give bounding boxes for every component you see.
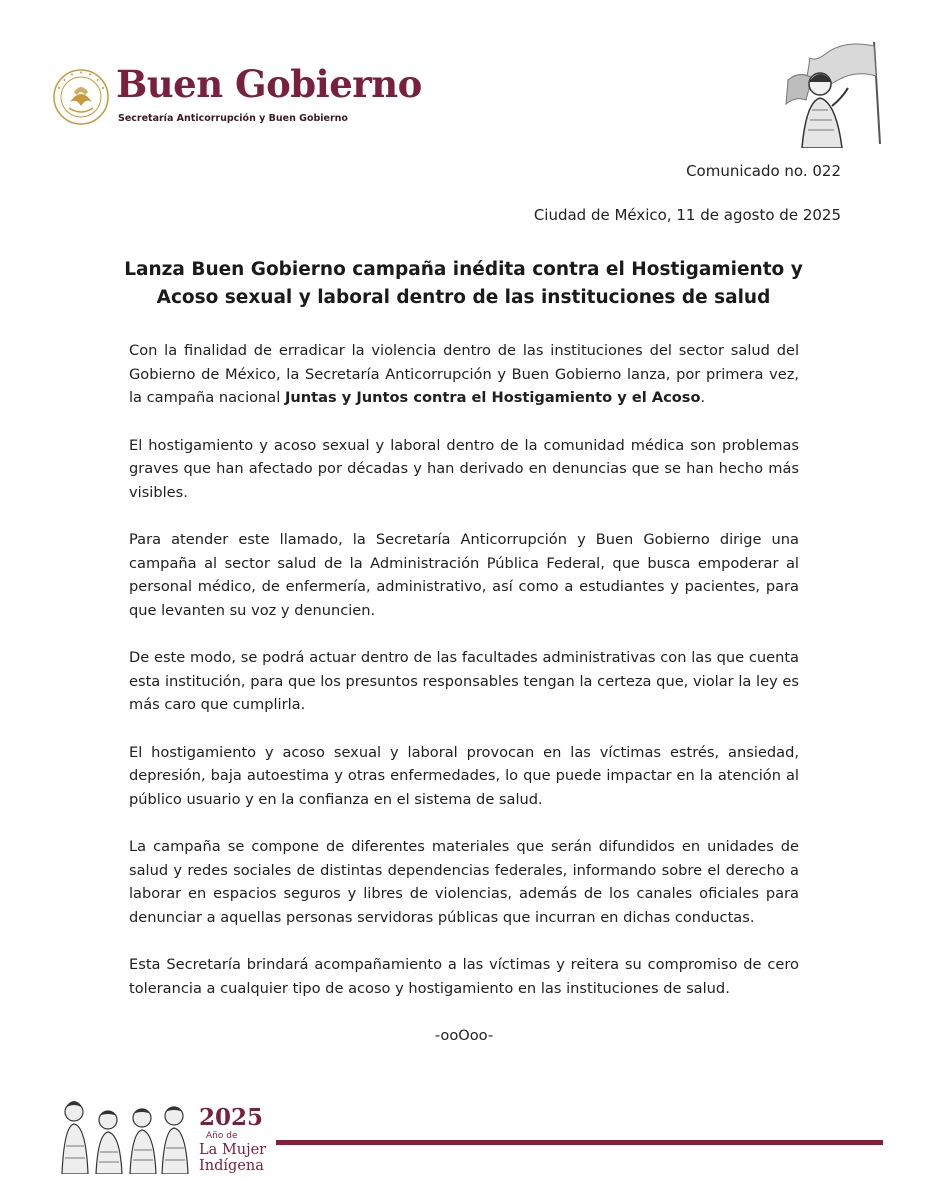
press-body [129, 339, 799, 1048]
paragraph-4: De este modo, se podrá actuar dentro de las facultades administrativas con las que cuenta esta institución, para que los presuntos responsables tengan la certeza que, violar la ley es más caro que cumplirla. [129, 649, 799, 713]
footer-divider [276, 1140, 883, 1145]
paragraph-6: La campaña se compone de diferentes materiales que serán difundidos en unidades de salud y redes sociales de distintas dependencias federales, informando sobre el derecho a laborar en espacios seguros y libres de violencias, además de los canales oficiales para denunciar a aquellas personas servidoras públicas que incurran en dichas conductas. [129, 838, 799, 926]
indigenous-women-illustration-icon [56, 1090, 192, 1174]
paragraph-1-end: . [700, 389, 706, 406]
paragraph-3: Para atender este llamado, la Secretaría Anticorrupción y Buen Gobierno dirige una campaña al sector salud de la Administración Pública Federal, que busca empoderar al personal médico, de enfermería, administrativo, así como a estudiantes y pacientes, para que levanten su voz y denuncien. [129, 531, 799, 619]
headline-line-1: Lanza Buen Gobierno campaña inédita contra el Hostigamiento y [124, 259, 803, 280]
flag-woman-illustration-icon [776, 40, 886, 148]
year-caption-indigena: Indígena [199, 1158, 264, 1174]
year-label: 2025 [199, 1104, 264, 1131]
mexico-seal-icon [52, 68, 110, 126]
brand-title: Buen Gobierno [116, 62, 422, 106]
paragraph-2: El hostigamiento y acoso sexual y laboral dentro de la comunidad médica son problemas graves que han afectado por décadas y han derivado en denuncias que se han hecho más visibles. [129, 436, 799, 501]
comunicado-number: Comunicado no. 022 [686, 162, 841, 180]
campaign-name: Juntas y Juntos contra el Hostigamiento y el Acoso [284, 389, 701, 406]
footer [0, 1082, 927, 1182]
paragraph-1 [129, 339, 799, 410]
year-caption-ano-de: Año de [206, 1131, 238, 1141]
paragraph-7: Esta Secretaría brindará acompañamiento a las víctimas y reitera su compromiso de cero tolerancia a cualquier tipo de acoso y hostigamiento en las instituciones de salud. [129, 956, 799, 997]
brand-subtitle: Secretaría Anticorrupción y Buen Gobierno [118, 113, 348, 124]
date-line: Ciudad de México, 11 de agosto de 2025 [533, 206, 841, 224]
headline-line-2: Acoso sexual y laboral dentro de las instituciones de salud [156, 287, 771, 308]
paragraph-5: El hostigamiento y acoso sexual y laboral provocan en las víctimas estrés, ansiedad, depresión, baja autoestima y otras enfermedades, lo que puede impactar en la atención al público usuario y en la confianza en el sistema de salud. [129, 743, 799, 808]
closing-mark: -ooOoo- [434, 1027, 494, 1044]
paragraph-1-text: Con la finalidad de erradicar la violencia dentro de las instituciones del sector salud del Gobierno de México, la Secretaría Anticorrupción y Buen Gobierno lanza, por primera vez, la campaña nacional [129, 342, 799, 406]
year-caption-la-mujer: La Mujer [199, 1142, 267, 1158]
press-headline [96, 256, 831, 312]
letterhead [0, 0, 927, 160]
